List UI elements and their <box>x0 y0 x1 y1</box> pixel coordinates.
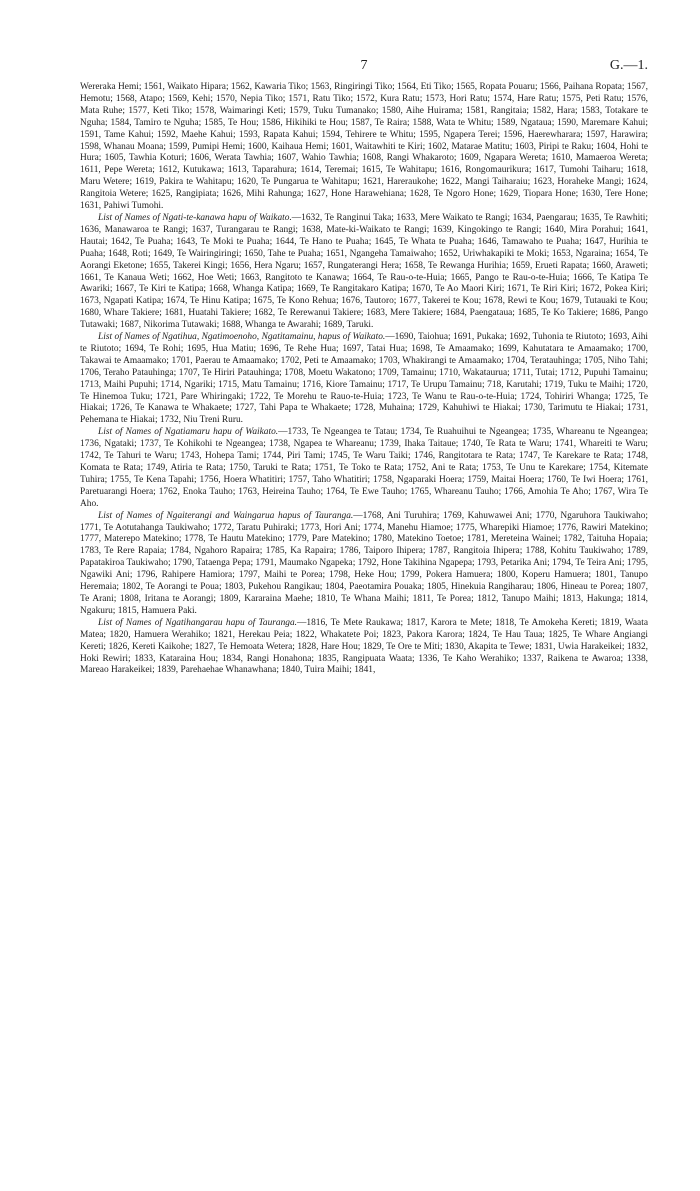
list-heading: List of Names of Ngatihangarau hapu of Tauranga. <box>98 617 297 628</box>
paragraph-ngaiterangi <box>80 511 648 618</box>
document-body <box>80 82 648 677</box>
paragraph-ngati-te-kanawa <box>80 213 648 332</box>
paragraph-text: —1632, Te Ranginui Taka; 1633, Mere Waikato te Rangi; 1634, Paengarau; 1635, Te Rawhiti; 1636, Manawaroa te Rangi; 1637, Turangarau te Rangi; 1638, Mate-ki-Waikato te Rangi; 1639, Kingokingo te Rangi; 1640, Mira Porahui; 1641, Hautai; 1642, Te Puaha; 1643, Te Moki te Puaha; 1644, Te Hano te Puaha; 1645, Te Whata te Puaha; 1646, Tamawaho te Puaha; 1647, Hurihia te Puaha; 1648, Roti; 1649, Te Wairingiringi; 1650, Tahe te Puaha; 1651, Ngangeha Tamaiwaho; 1652, Uriwhakapiki te Moki; 1653, Ngaraina; 1654, Te Aorangi Eketone; 1655, Takerei Kingi; 1656, Hera Ngaru; 1657, Rungaterangi Hera; 1658, Te Rewanga Hurihia; 1659, Erueti Rapata; 1660, Araweti; 1661, Te Kanaua Weti; 1662, Hoe Weti; 1663, Rangitoto te Kanawa; 1664, Te Rau-o-te-Huia; 1665, Pango te Rau-o-te-Huia; 1666, Te Katipa Te Awariki; 1667, Te Kiri te Katipa; 1668, Whanga Katipa; 1669, Te Rangitakaro Katipa; 1670, Te Ao Maori Kiri; 1671, Te Riri Kiri; 1672, Pokea Kiri; 1673, Ngapati Katipa; 1674, Te Hinu Katipa; 1675, Te Kono Rehua; 1676, Tautoro; 1677, Takerei te Kou; 1678, Rewi te Kou; 1679, Tutauaki te Kou; 1680, Whare Takiere; 1681, Huatahi Takiere; 1682, Te Rerewanui Takiere; 1683, Mere Takiere; 1684, Paengataua; 1685, Te Ko Takiere; 1686, Pango Tutawaki; 1687, Nikorima Tutawaki; 1688, Whanga te Awarahi; 1689, Taruki. <box>80 212 648 331</box>
document-reference: G.—1. <box>609 58 648 73</box>
paragraph-text: —1768, Ani Turuhira; 1769, Kahuwawei Ani; 1770, Ngaruhora Taukiwaho; 1771, Te Aotutahanga Taukiwaho; 1772, Taratu Puhiraki; 1773, Hori Ani; 1774, Manehu Hiamoe; 1775, Wharepiki Hiamoe; 1776, Rawiri Matekino; 1777, Materepo Matekino; 1778, Te Hautu Matekino; 1779, Pare Matekino; 1780, Matekino Toetoe; 1781, Mereteina Wainei; 1782, Taituha Hopaia; 1783, Te Rere Rapaia; 1784, Ngahoro Rapaira; 1785, Ka Rapaira; 1786, Taiporo Ihipera; 1787, Rangitoia Ihipera; 1788, Kohitu Taukiwaho; 1789, Papatakiroa Taukiwaho; 1790, Tataenga Pepa; 1791, Maumako Ngapeka; 1792, Hone Takihina Ngapepa; 1793, Petarika Ani; 1794, Te Teira Ani; 1795, Ngawiki Ani; 1796, Rahipere Hamiora; 1797, Maihi te Porea; 1798, Heke Hou; 1799, Pokera Hamuera; 1800, Koperu Hamuera; 1801, Tanupo Heremaia; 1802, Te Aorangi te Poua; 1803, Pukehou Rangikau; 1804, Paeotamira Pouaka; 1805, Hinekuia Rangiharau; 1806, Hineau te Porea; 1807, Te Arani; 1808, Iritana te Aorangi; 1809, Kararaina Maehe; 1810, Te Whana Maihi; 1811, Te Porea; 1812, Tanupo Maihi; 1813, Hakunga; 1814, Ngakuru; 1815, Hamuera Paki. <box>80 510 648 616</box>
paragraph-text: Wereraka Hemi; 1561, Waikato Hipara; 1562, Kawaria Tiko; 1563, Ringiringi Tiko; 1564, Eti Tiko; 1565, Ropata Pouaru; 1566, Paihana Ropata; 1567, Hemotu; 1568, Atapo; 1569, Kehi; 1570, Nepia Tiko; 1571, Ratu Tiko; 1572, Kura Ratu; 1573, Hori Ratu; 1574, Hare Ratu; 1575, Peti Ratu; 1576, Mata Ruhe; 1577, Keti Tiko; 1578, Waimaringi Keti; 1579, Tuku Tumanako; 1580, Aihe Huirama; 1581, Rangitaia; 1582, Hara; 1583, Totakare te Nguha; 1584, Tamiro te Nguha; 1585, Te Hou; 1586, Hikihiki te Hou; 1587, Te Raira; 1588, Wata te Whitu; 1589, Ngataua; 1590, Maremare Kahui; 1591, Tame Kahui; 1592, Maehe Kahui; 1593, Rapata Kahui; 1594, Tehirere te Whitu; 1595, Ngapera Terei; 1596, Haerewharara; 1597, Harawira; 1598, Whanau Moana; 1599, Pumipi Hemi; 1600, Kaihaua Hemi; 1601, Waitawhiti te Kiri; 1602, Matarae Matitu; 1603, Piripi te Raku; 1604, Hohi te Hura; 1605, Tawhia Koturi; 1606, Werata Tawhia; 1607, Wahio Tawhia; 1608, Rangi Whakaroto; 1609, Ngapara Wereta; 1610, Mamaeroa Wereta; 1611, Pepe Wereta; 1612, Kutukawa; 1613, Taparahura; 1614, Teremai; 1615, Te Wahitapu; 1616, Rongomaurikura; 1617, Tumohi Taiharu; 1618, Maru Wetere; 1619, Pakira te Wahitapu; 1620, Te Pungarua te Wahitapu; 1621, Hareraukohe; 1622, Mangi Taiharaiu; 1623, Horaheke Mangi; 1624, Rangitoia Wetere; 1625, Rangipiata; 1626, Mihi Rahunga; 1627, Hone Harawehiana; 1628, Te Ngoro Hone; 1629, Tiopara Hone; 1630, Tere Hone; 1631, Pahiwi Tumohi. <box>80 82 648 212</box>
list-heading: List of Names of Ngatihua, Ngatimoenoho, Ngatitamainu, hapus of Waikato. <box>98 332 386 343</box>
paragraph-text: —1733, Te Ngeangea te Tatau; 1734, Te Ruahuihui te Ngeangea; 1735, Whareanu te Ngeangea; 1736, Ngataki; 1737, Te Kohikohi te Ngeangea; 1738, Ngapea te Whareanu; 1739, Ihaka Taitaue; 1740, Te Rata te Waru; 1741, Whareiti te Waru; 1742, Te Tahuri te Waru; 1743, Hohepa Tami; 1744, Piri Tami; 1745, Te Waru Taiki; 1746, Rangitotara te Rata; 1747, Te Karekare te Rata; 1748, Komata te Rata; 1749, Atiria te Rata; 1750, Taruki te Rata; 1751, Te Toko te Rata; 1752, Ani te Rata; 1753, Te Unu te Karekare; 1754, Kitemate Tuhira; 1755, Te Kena Tapahi; 1756, Hoera Whatitiri; 1757, Taho Whatitiri; 1758, Ngaparaki Hoera; 1759, Maitai Hoera; 1760, Te Iwi Hoera; 1761, Paretuarangi Hoera; 1762, Enoka Tauho; 1763, Heireina Tauho; 1764, Te Ewe Tauho; 1765, Whareanu Tauho; 1766, Amohia Te Aho; 1767, Wira Te Aho. <box>80 427 649 509</box>
page-number: 7 <box>360 58 368 73</box>
paragraph-continuation <box>80 82 648 213</box>
paragraph-text: —1816, Te Mete Raukawa; 1817, Karora te Mete; 1818, Te Amokeha Kereti; 1819, Waata Matea; 1820, Hamuera Werahiko; 1821, Herekau Peia; 1822, Whakatete Poi; 1823, Pakora Karora; 1824, Te Hau Taua; 1825, Te Whare Angiangi Kereti; 1826, Kereti Kaikohe; 1827, Te Hemoata Wetera; 1828, Hare Hou; 1829, Te Ore te Miti; 1830, Akapita te Tewe; 1831, Uwia Harakeikei; 1832, Hoki Rewiri; 1833, Kataraina Hou; 1834, Rangi Honahona; 1835, Rangipuata Waata; 1336, Te Kaho Werahiko; 1337, Raikena te Awaroa; 1338, Mareao Harakeikei; 1839, Parehaehae Whanawhana; 1840, Tuira Maihi; 1841, <box>80 617 648 676</box>
list-heading: List of Names of Ngati-te-kanawa hapu of Waikato. <box>98 212 292 223</box>
paragraph-ngatiamaru <box>80 427 648 510</box>
page-header <box>80 58 648 76</box>
paragraph-text: —1690, Taiohua; 1691, Pukaka; 1692, Tuhonia te Riutoto; 1693, Aihi te Riutoto; 1694, Te Rohi; 1695, Hua Matiu; 1696, Te Rehe Hua; 1697, Tatai Hua; 1698, Te Amaamako; 1699, Kahutatara te Amaamako; 1700, Takawai te Amaamako; 1701, Paerau te Amaamako; 1702, Peti te Amaamako; 1703, Whakirangi te Amaamako; 1704, Teratauhinga; 1705, Niho Tahi; 1706, Teraho Patauhinga; 1707, Te Hiriri Patauhinga; 1708, Moetu Wakatono; 1709, Tamainu; 1710, Wakataurua; 1711, Tutai; 1712, Pupuhi Tamainu; 1713, Maihi Pupuhi; 1714, Ngariki; 1715, Matu Tamainu; 1716, Kiore Tamainu; 1717, Te Urupu Tamainu; 718, Karutahi; 1719, Tuku te Maihi; 1720, Te Hinemoa Tuku; 1721, Pare Whiringaki; 1722, Te Morehu te Rauo-te-Huia; 1723, Te Wanu te Rau-o-te-Huia; 1724, Tohiriri Whanga; 1725, Te Hiakai; 1726, Te Kanawa te Whakaete; 1727, Tahi Papa te Whakaete; 1728, Muhaina; 1729, Kahuhiwi te Hiakai; 1730, Tarimutu te Hiakai; 1731, Pehemana te Hiakai; 1732, Niu Treni Ruru. <box>80 332 649 426</box>
paragraph-ngatihua <box>80 332 648 427</box>
list-heading: List of Names of Ngatiamaru hapu of Waikato. <box>98 427 279 438</box>
paragraph-ngatihangarau <box>80 618 648 678</box>
list-heading: List of Names of Ngaiterangi and Waingarua hapus of Tauranga. <box>98 510 354 521</box>
